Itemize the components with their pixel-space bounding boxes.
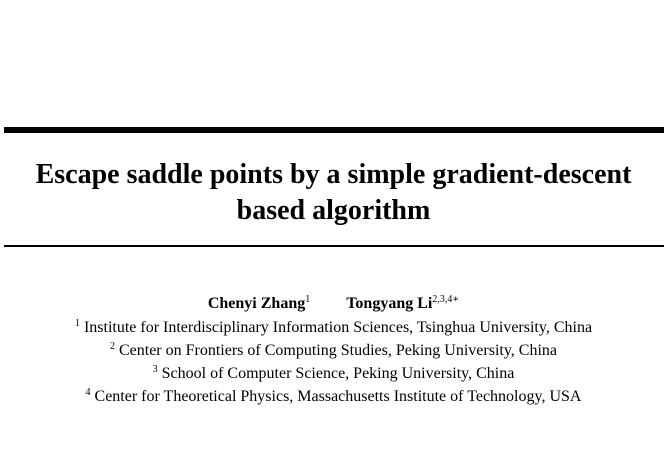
affiliation-mark: 3: [152, 364, 158, 375]
top-rule: [4, 127, 664, 133]
author-list: [0, 294, 667, 314]
author-chenyi-zhang: [208, 294, 310, 314]
affiliation-2: [0, 339, 667, 362]
paper-title: [0, 157, 667, 229]
affiliation-4: [0, 385, 667, 408]
title-line-2: based algorithm: [236, 195, 431, 226]
affiliation-mark: 1: [74, 318, 80, 329]
author-tongyang-li: [346, 294, 459, 314]
author-name: Chenyi Zhang: [207, 295, 306, 312]
affiliation-text: Center for Theoretical Physics, Massachusetts Institute of Technology, USA: [94, 388, 582, 405]
affiliation-text: Center on Frontiers of Computing Studies, Peking University, China: [118, 342, 558, 359]
affiliation-list: [0, 316, 667, 408]
affiliation-text: School of Computer Science, Peking University, China: [161, 365, 515, 382]
affiliation-mark: 4: [85, 387, 91, 398]
affiliation-1: [0, 316, 667, 339]
bottom-rule: [4, 245, 664, 247]
affiliation-mark: 2: [109, 341, 115, 352]
affiliation-3: [0, 362, 667, 385]
author-affiliation-marks: 2,3,4∗: [432, 294, 460, 305]
author-affiliation-marks: 1: [305, 294, 311, 305]
affiliation-text: Institute for Interdisciplinary Information Sciences, Tsinghua University, China: [83, 319, 593, 336]
title-line-1: Escape saddle points by a simple gradient-descent: [35, 159, 632, 190]
author-name: Tongyang Li: [346, 295, 433, 312]
